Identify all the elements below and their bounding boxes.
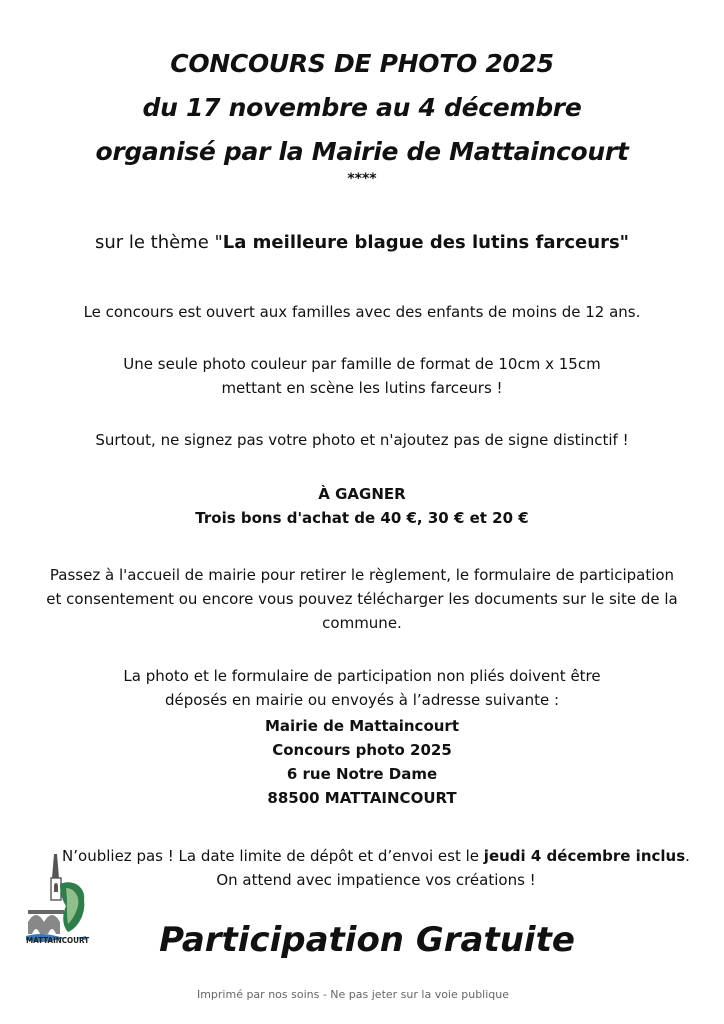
- info-paragraph: [0, 563, 724, 635]
- photo-format-line2: mettant en scène les lutins farceurs !: [221, 379, 503, 397]
- photo-format-text: [0, 352, 724, 400]
- flyer-header: [0, 42, 724, 186]
- logo-label: MATTAINCOURT: [26, 936, 90, 945]
- submission-paragraph: [0, 664, 724, 712]
- prize-detail: Trois bons d'achat de 40 €, 30 € et 20 €: [195, 509, 529, 527]
- contest-theme: [0, 231, 724, 255]
- submission-line2: déposés en mairie ou envoyés à l’adresse suivante :: [164, 691, 560, 709]
- deadline-date: jeudi 4 décembre inclus: [483, 847, 686, 865]
- separator-stars: ****: [347, 171, 377, 187]
- free-participation-banner: Participation Gratuite: [159, 920, 575, 960]
- prize-heading: À GAGNER: [318, 485, 406, 503]
- eligibility-text: Le concours est ouvert aux familles avec des enfants de moins de 12 ans.: [83, 303, 641, 321]
- prize-section: [0, 482, 724, 530]
- theme-title: La meilleure blague des lutins farceurs": [222, 232, 630, 253]
- submission-line1: La photo et le formulaire de participation non pliés doivent être: [123, 667, 601, 685]
- address-line1: Mairie de Mattaincourt: [264, 717, 460, 735]
- print-notice: Imprimé par nos soins - Ne pas jeter sur la voie publique: [196, 988, 510, 1001]
- contest-dates: du 17 novembre au 4 décembre: [142, 93, 582, 122]
- info-line3: commune.: [322, 614, 402, 632]
- info-line1: Passez à l'accueil de mairie pour retirer le règlement, le formulaire de participation: [49, 566, 675, 584]
- reminder-line2: On attend avec impatience vos créations !: [216, 871, 536, 889]
- theme-prefix: sur le thème ": [94, 232, 223, 253]
- photo-format-line1: Une seule photo couleur par famille de format de 10cm x 15cm: [123, 355, 601, 373]
- reminder-suffix: .: [685, 847, 690, 865]
- contest-title: CONCOURS DE PHOTO 2025: [170, 49, 554, 78]
- address-line3: 6 rue Notre Dame: [286, 765, 438, 783]
- reminder-line1: [14, 844, 724, 868]
- contest-organizer: organisé par la Mairie de Mattaincourt: [95, 137, 629, 166]
- deadline-reminder: [14, 844, 724, 892]
- address-line4: 88500 MATTAINCOURT: [267, 789, 457, 807]
- anonymity-warning: Surtout, ne signez pas votre photo et n'ajoutez pas de signe distinctif !: [95, 431, 629, 449]
- address-line2: Concours photo 2025: [272, 741, 452, 759]
- info-line2: et consentement ou encore vous pouvez télécharger les documents sur le site de la: [46, 590, 678, 608]
- postal-address: [0, 714, 724, 810]
- reminder-prefix: N’oubliez pas ! La date limite de dépôt et d’envoi est le: [62, 847, 484, 865]
